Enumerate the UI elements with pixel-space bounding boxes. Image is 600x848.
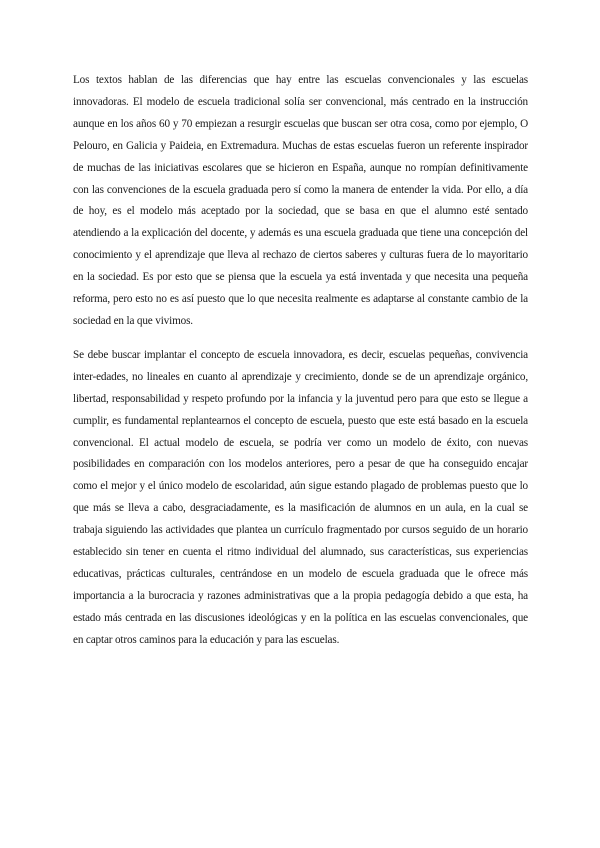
- document-body: [73, 70, 528, 664]
- paragraph-2: Se debe buscar implantar el concepto de escuela innovadora, es decir, escuelas pequeñas, convivencia inter-edades, no lineales en cuanto al aprendizaje y crecimiento, donde se de un aprendizaje orgánico, libertad, responsabilidad y respeto profundo por la infancia y la juventud pero para que esto se llegue a cumplir, es fundamental replantearnos el concepto de escuela, puesto que este está basado en la escuela convencional. El actual modelo de escuela, se podría ver como un modelo de éxito, con nuevas posibilidades en comparación con los modelos anteriores, pero a pesar de que ha conseguido encajar como el mejor y el único modelo de escolaridad, aún sigue estando plagado de problemas puesto que lo que más se lleva a cabo, desgraciadamente, es la masificación de alumnos en un aula, en la cual se trabaja siguiendo las actividades que plantea un currículo fragmentado por cursos seguido de un horario establecido sin tener en cuenta el ritmo individual del alumnado, sus características, sus experiencias educativas, prácticas culturales, centrándose en un modelo de escuela graduada que le ofrece más importancia a la burocracia y razones administrativas que a la propia pedagogía debido a que esta, ha estado más centrada en las discusiones ideológicas y en la política en las escuelas convencionales, que en captar otros caminos para la educación y para las escuelas.: [73, 348, 528, 646]
- paragraph-1: Los textos hablan de las diferencias que hay entre las escuelas convencionales y las escuelas innovadoras. El modelo de escuela tradicional solía ser convencional, más centrado en la instrucción aunque en los años 60 y 70 empiezan a resurgir escuelas que buscan ser otra cosa, como por ejemplo, O Pelouro, en Galicia y Paideia, en Extremadura. Muchas de estas escuelas fueron un referente inspirador de muchas de las iniciativas escolares que se hicieron en España, aunque no rompían definitivamente con las convenciones de la escuela graduada pero sí como la manera de entender la vida. Por ello, a día de hoy, es el modelo más aceptado por la sociedad, que se basa en que el alumno esté sentado atendiendo a la explicación del docente, y además es una escuela graduada que tiene una concepción del conocimiento y el aprendizaje que lleva al rechazo de ciertos saberes y culturas fuera de lo mayoritario en la sociedad. Es por esto que se piensa que la escuela ya está inventada y que necesita una pequeña reforma, pero esto no es así puesto que lo que necesita realmente es adaptarse al constante cambio de la sociedad en la que vivimos.: [73, 74, 528, 327]
